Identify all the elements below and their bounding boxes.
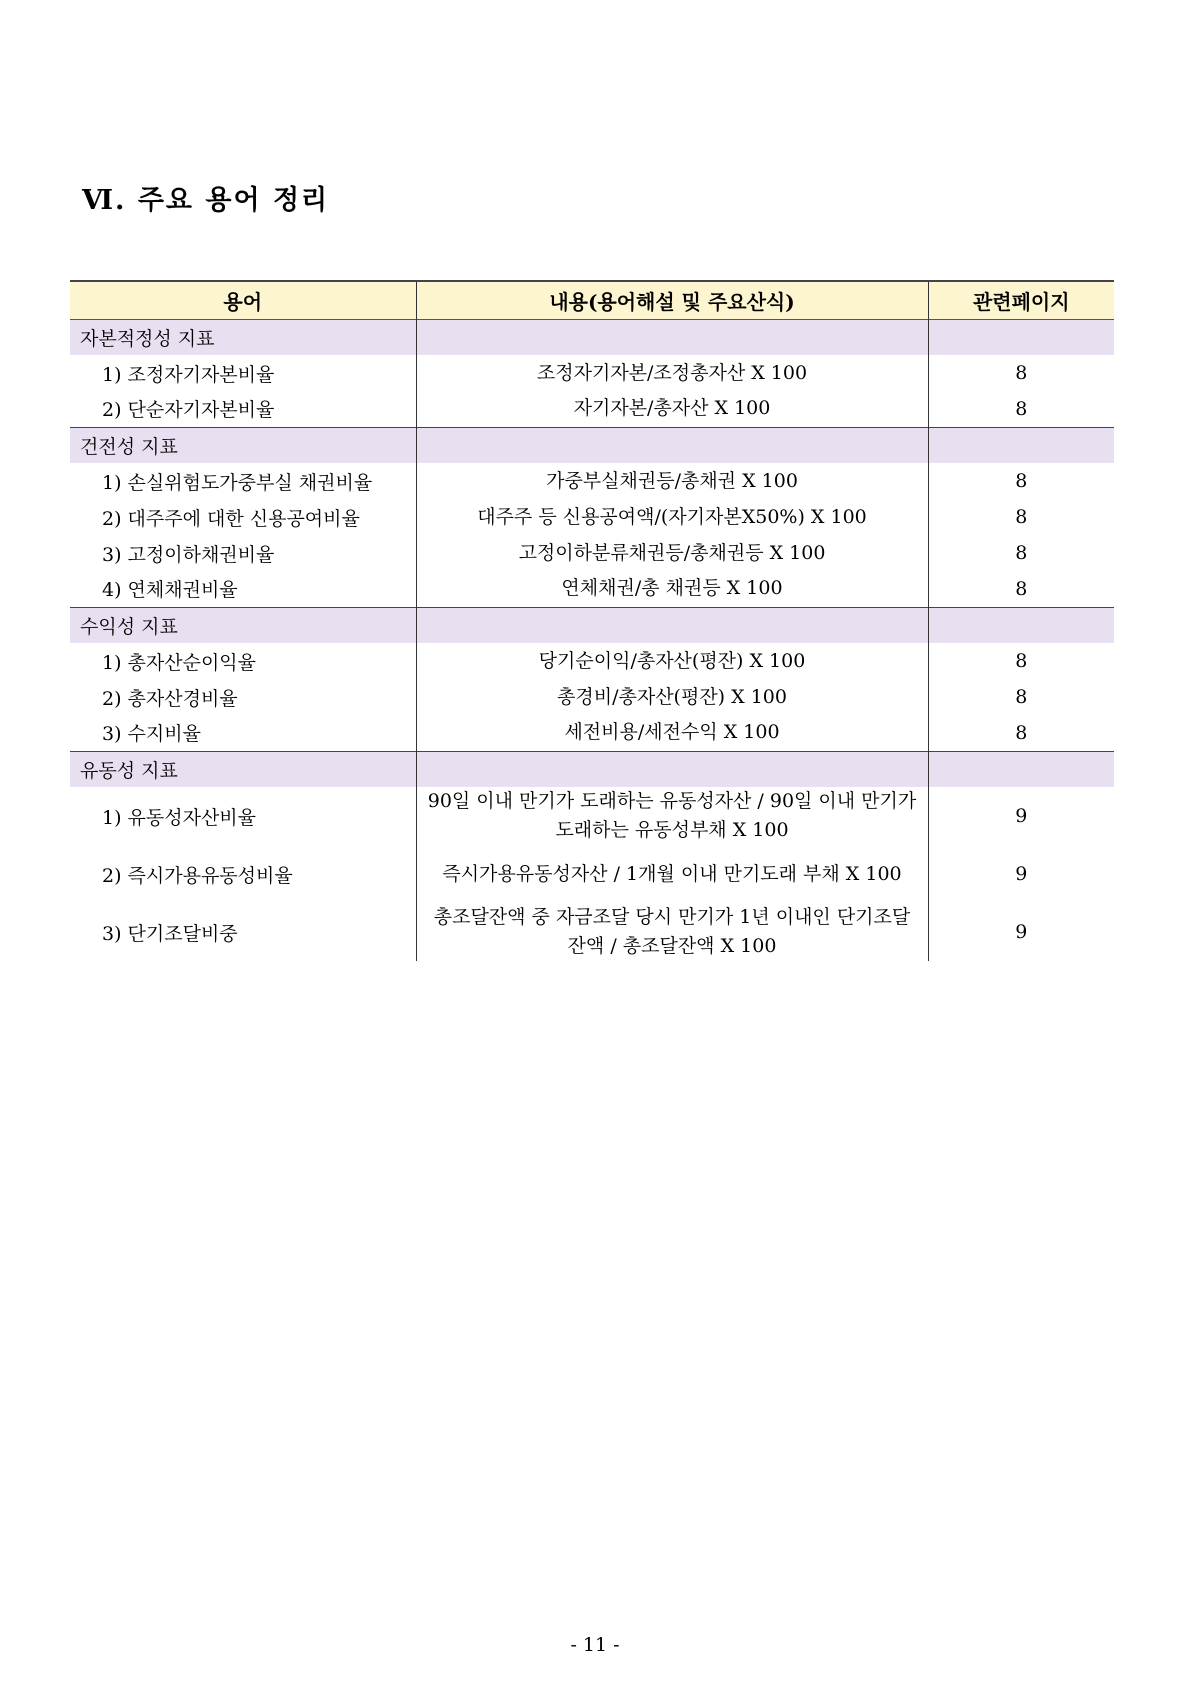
- table-row: [70, 499, 1114, 535]
- table-row: [70, 715, 1114, 751]
- description-cell: 당기순이익/총자산(평잔) X 100: [416, 643, 928, 679]
- table-row: [70, 391, 1114, 427]
- page-cell: 8: [928, 535, 1114, 571]
- header-description: 내용(용어해설 및 주요산식): [416, 281, 928, 319]
- description-cell: 자기자본/총자산 X 100: [416, 391, 928, 427]
- header-term: 용어: [223, 289, 263, 314]
- page-cell: 8: [928, 391, 1114, 427]
- description-cell: 90일 이내 만기가 도래하는 유동성자산 / 90일 이내 만기가 도래하는 유동성부채 X 100: [416, 787, 928, 845]
- table-row: [70, 845, 1114, 903]
- page-cell: 8: [928, 355, 1114, 391]
- page-cell: 8: [928, 463, 1114, 499]
- page-cell: 9: [928, 903, 1114, 961]
- section-name: 유동성 지표: [80, 759, 178, 782]
- section-row: [70, 319, 1114, 355]
- table-header-row: [70, 281, 1114, 319]
- term-cell: 2) 대주주에 대한 신용공여비율: [102, 507, 360, 530]
- table-row: [70, 463, 1114, 499]
- section-row: [70, 427, 1114, 463]
- description-cell: 조정자기자본/조정총자산 X 100: [416, 355, 928, 391]
- group-capital-adequacy: [70, 319, 1114, 427]
- table-row: [70, 571, 1114, 607]
- table-row: [70, 355, 1114, 391]
- group-liquidity: [70, 751, 1114, 961]
- terms-table: [70, 280, 1114, 961]
- term-cell: 1) 유동성자산비율: [102, 806, 257, 829]
- page-cell: 9: [928, 845, 1114, 903]
- table-row: [70, 787, 1114, 845]
- description-cell: 고정이하분류채권등/총채권등 X 100: [416, 535, 928, 571]
- page-title: Ⅵ. 주요 용어 정리: [82, 185, 330, 216]
- table-row: [70, 903, 1114, 961]
- description-cell: 총경비/총자산(평잔) X 100: [416, 679, 928, 715]
- term-cell: 1) 총자산순이익율: [102, 651, 257, 674]
- section-row: [70, 751, 1114, 787]
- page-number: - 11 -: [570, 1634, 620, 1656]
- group-profitability: [70, 607, 1114, 751]
- term-cell: 1) 조정자기자본비율: [102, 363, 275, 386]
- page-cell: 9: [928, 787, 1114, 845]
- group-soundness: [70, 427, 1114, 607]
- term-cell: 3) 수지비율: [102, 723, 201, 746]
- description-cell: 세전비용/세전수익 X 100: [416, 715, 928, 751]
- term-cell: 2) 총자산경비율: [102, 687, 238, 710]
- page-cell: 8: [928, 643, 1114, 679]
- term-cell: 1) 손실위험도가중부실 채권비율: [102, 471, 373, 494]
- description-cell: 연체채권/총 채권등 X 100: [416, 571, 928, 607]
- description-cell: 총조달잔액 중 자금조달 당시 만기가 1년 이내인 단기조달 잔액 / 총조달잔액 X 100: [416, 903, 928, 961]
- section-row: [70, 607, 1114, 643]
- table-row: [70, 535, 1114, 571]
- section-name: 건전성 지표: [80, 435, 178, 458]
- section-name: 자본적정성 지표: [80, 327, 215, 350]
- term-cell: 4) 연체채권비율: [102, 579, 238, 602]
- table-row: [70, 643, 1114, 679]
- description-cell: 즉시가용유동성자산 / 1개월 이내 만기도래 부채 X 100: [416, 845, 928, 903]
- page-cell: 8: [928, 715, 1114, 751]
- header-page: 관련페이지: [928, 281, 1114, 319]
- section-name: 수익성 지표: [80, 615, 178, 638]
- term-cell: 3) 고정이하채권비율: [102, 543, 275, 566]
- term-cell: 2) 즉시가용유동성비율: [102, 864, 293, 887]
- page-cell: 8: [928, 499, 1114, 535]
- table-row: [70, 679, 1114, 715]
- description-cell: 대주주 등 신용공여액/(자기자본X50%) X 100: [416, 499, 928, 535]
- page-cell: 8: [928, 679, 1114, 715]
- description-cell: 가중부실채권등/총채권 X 100: [416, 463, 928, 499]
- term-cell: 3) 단기조달비중: [102, 922, 238, 945]
- page-cell: 8: [928, 571, 1114, 607]
- term-cell: 2) 단순자기자본비율: [102, 399, 275, 422]
